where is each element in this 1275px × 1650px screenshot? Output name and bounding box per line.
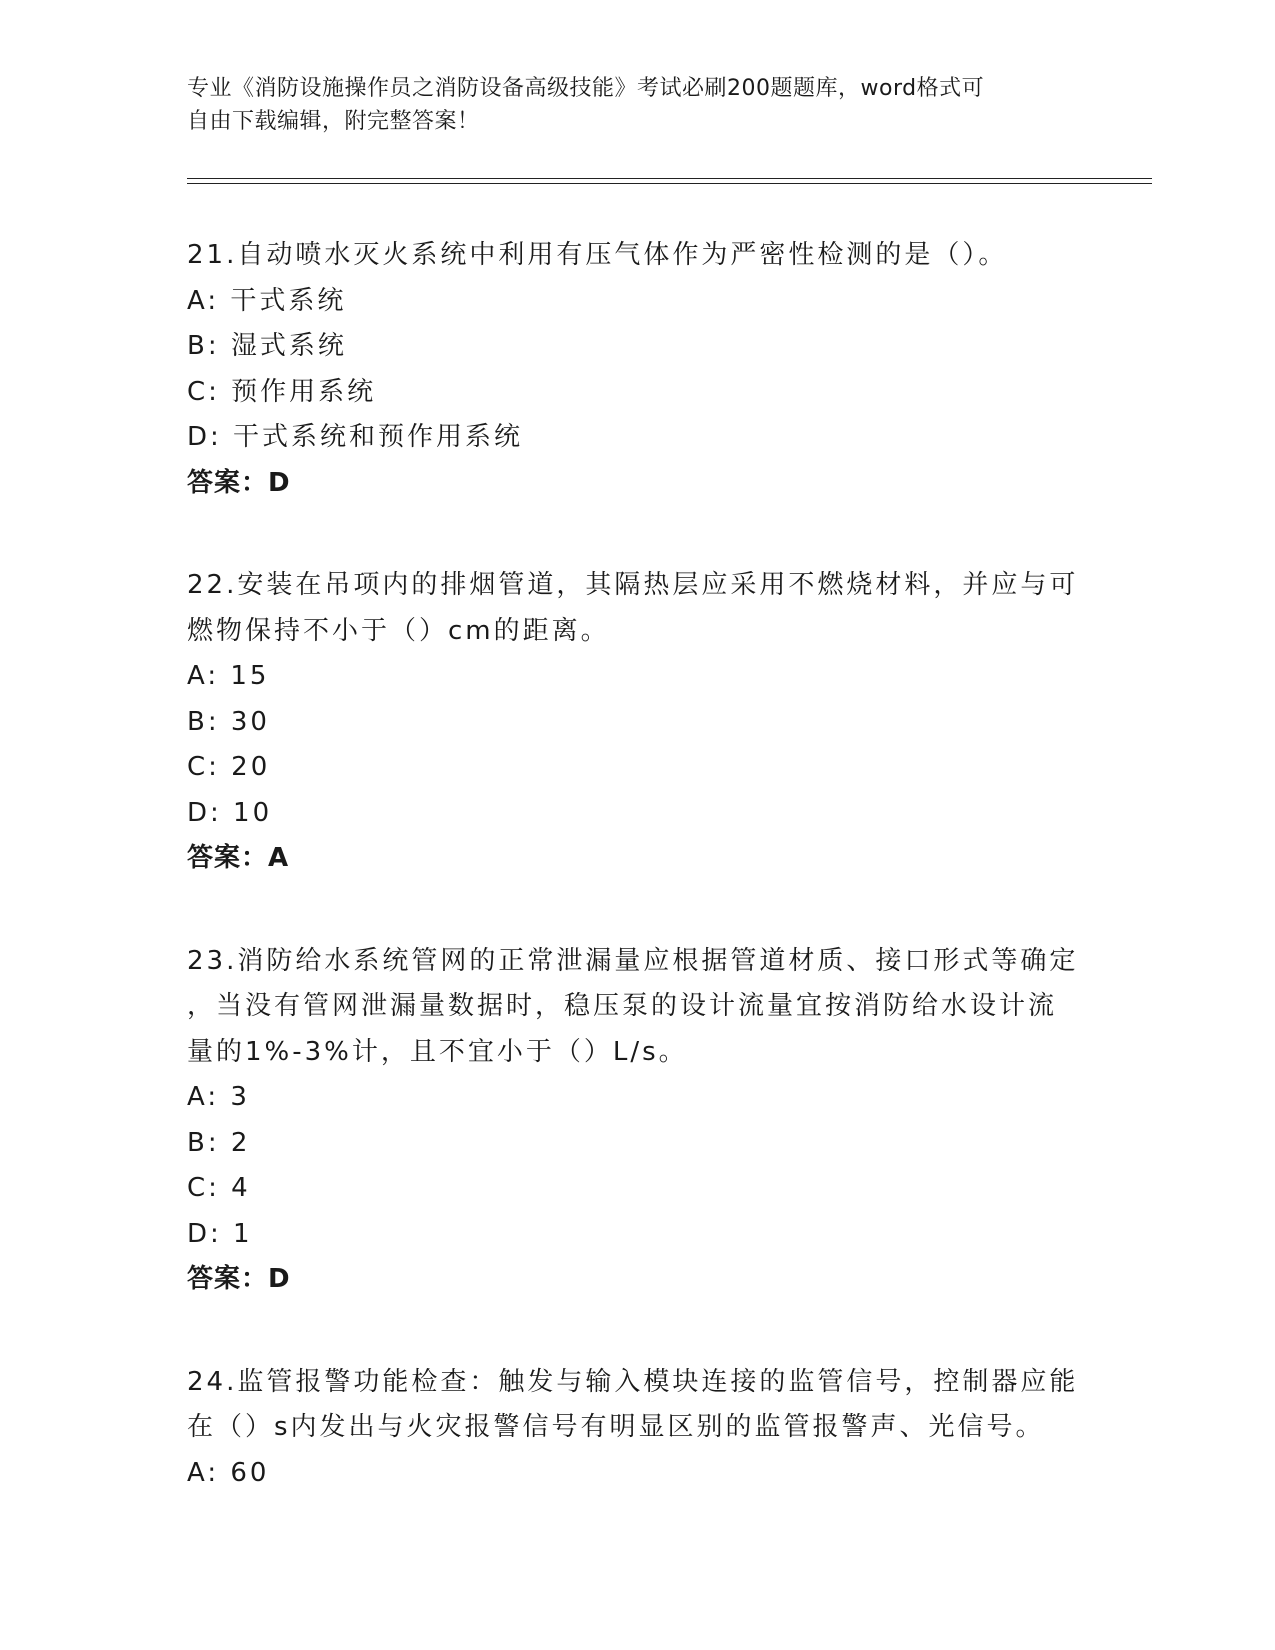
option-d: D: 10 xyxy=(187,797,273,828)
option-a: A: 干式系统 xyxy=(187,285,347,316)
option-d: D: 干式系统和预作用系统 xyxy=(187,422,524,452)
question-text: 在（）s内发出与火灾报警信号有明显区别的监管报警声、光信号。 xyxy=(187,1412,1045,1442)
question-21 xyxy=(187,233,1087,506)
option-c: C: 预作用系统 xyxy=(187,376,377,407)
question-24 xyxy=(187,1360,1087,1497)
question-23 xyxy=(187,939,1087,1303)
question-22 xyxy=(187,563,1087,882)
question-text: 23.消防给水系统管网的正常泄漏量应根据管道材质、接口形式等确定 xyxy=(187,945,1079,976)
document-header xyxy=(187,72,1087,138)
question-text: ，当没有管网泄漏量数据时，稳压泵的设计流量宜按消防给水设计流 xyxy=(187,991,1058,1021)
question-text: 22.安装在吊项内的排烟管道，其隔热层应采用不燃烧材料，并应与可 xyxy=(187,570,1079,600)
answer: 答案：D xyxy=(187,467,291,498)
header-divider xyxy=(187,178,1152,184)
option-b: B: 30 xyxy=(187,706,270,737)
question-text: 21.自动喷水灭火系统中利用有压气体作为严密性检测的是（）。 xyxy=(187,240,1008,270)
option-b: B: 2 xyxy=(187,1127,251,1158)
question-text: 量的1%-3%计，且不宜小于（）L/s。 xyxy=(187,1036,688,1067)
answer: 答案：D xyxy=(187,1264,291,1294)
question-text: 燃物保持不小于（）cm的距离。 xyxy=(187,615,610,646)
header-line-2: 自由下载编辑，附完整答案！ xyxy=(187,109,480,134)
option-a: A: 3 xyxy=(187,1082,250,1112)
option-b: B: 湿式系统 xyxy=(187,331,347,361)
option-a: A: 15 xyxy=(187,661,270,691)
option-c: C: 20 xyxy=(187,752,271,782)
answer: 答案：A xyxy=(187,843,290,873)
option-c: C: 4 xyxy=(187,1173,251,1203)
option-a: A: 60 xyxy=(187,1457,270,1488)
header-line-1: 专业《消防设施操作员之消防设备高级技能》考试必刷200题题库，word格式可 xyxy=(187,76,985,101)
option-d: D: 1 xyxy=(187,1218,253,1249)
question-text: 24.监管报警功能检查：触发与输入模块连接的监管信号，控制器应能 xyxy=(187,1366,1079,1397)
question-list xyxy=(187,233,1087,1553)
